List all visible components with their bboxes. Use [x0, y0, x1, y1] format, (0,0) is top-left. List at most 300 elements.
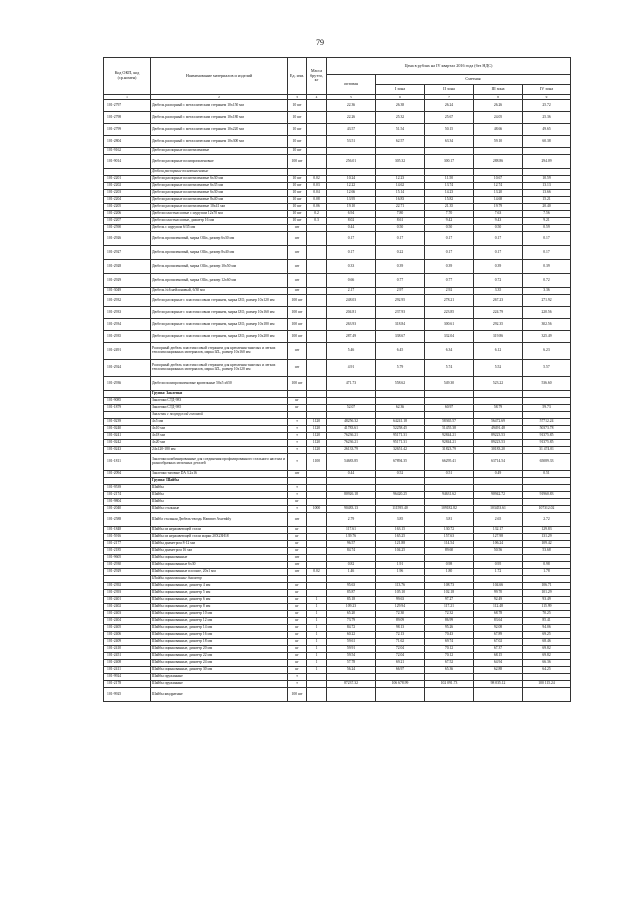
price-zone-1	[376, 576, 425, 583]
table-row	[104, 136, 571, 148]
table-row	[104, 625, 571, 632]
price-zone-2: 70.12	[425, 646, 474, 653]
item-name: Шайбы	[151, 499, 288, 506]
table-row	[104, 583, 571, 590]
item-mass	[307, 307, 327, 319]
item-unit: 10 шт	[288, 218, 307, 225]
price-zone-4: 31 474.01	[523, 447, 571, 454]
table-row	[104, 100, 571, 112]
item-name: Шайбы оцинкованные, диаметр 22 мм	[151, 653, 288, 660]
item-unit: т	[288, 485, 307, 492]
price-wholesale: 0.66	[327, 274, 376, 288]
item-name: Дюбели распорные полиэтиленовые 6х35 мм	[151, 183, 288, 190]
item-code: 101-2205	[104, 204, 151, 211]
item-name: Шайбы оцинкованные диаметр	[151, 576, 288, 583]
item-unit: кг	[288, 597, 307, 604]
item-unit: 100 шт	[288, 331, 307, 343]
price-zone-2: 86.99	[425, 618, 474, 625]
price-wholesale: 0.82	[327, 562, 376, 569]
price-zone-2	[425, 391, 474, 398]
price-zone-4: 271.92	[523, 295, 571, 307]
price-zone-4: 7.56	[523, 211, 571, 218]
item-mass	[307, 485, 327, 492]
table-row	[104, 183, 571, 190]
item-name: Дюбели полипропиленовые кровельные 50х5 х650	[151, 377, 288, 391]
table-row	[104, 112, 571, 124]
item-mass	[307, 412, 327, 419]
item-unit: 10 шт	[288, 100, 307, 112]
price-zone-3: 112.48	[474, 604, 523, 611]
item-mass	[307, 112, 327, 124]
page-number: 79	[316, 38, 324, 47]
price-zone-3: 523.22	[474, 377, 523, 391]
price-wholesale	[327, 478, 376, 485]
item-code: 101-2935	[104, 331, 151, 343]
item-code: 101-2174	[104, 492, 151, 499]
price-zone-4: 13.66	[523, 190, 571, 197]
item-code: 101-2206	[104, 211, 151, 218]
price-zone-3: 26.26	[474, 100, 523, 112]
item-code: 101-2408	[104, 660, 151, 667]
item-name: 4х5 мм	[151, 419, 288, 426]
price-wholesale	[327, 576, 376, 583]
item-mass	[307, 288, 327, 295]
item-code: 101-0243	[104, 447, 151, 454]
price-zone-2: 117.21	[425, 604, 474, 611]
table-row	[104, 611, 571, 618]
item-mass: 1000	[307, 506, 327, 513]
item-code	[104, 169, 151, 176]
item-unit: кг	[288, 653, 307, 660]
price-zone-3: 7.63	[474, 211, 523, 218]
price-zone-4: 0.17	[523, 246, 571, 260]
item-code: 101-2926	[104, 232, 151, 246]
price-zone-2: 15.82	[425, 197, 474, 204]
price-zone-1: 237.93	[376, 307, 425, 319]
item-name: Шайбы оцинкованные, диаметр 16 мм	[151, 632, 288, 639]
item-mass	[307, 331, 327, 343]
price-zone-2: 63.34	[425, 136, 474, 148]
item-code: 101-2177	[104, 541, 151, 548]
item-code: 101-1848	[104, 527, 151, 534]
price-zone-2: 31823.79	[425, 447, 474, 454]
price-zone-4: 294.09	[523, 155, 571, 169]
price-zone-3: 0.72	[474, 274, 523, 288]
price-zone-1: 95171.31	[376, 433, 425, 440]
column-index: 1	[104, 95, 151, 100]
price-wholesale: 0.44	[327, 225, 376, 232]
price-zone-1: 69.21	[376, 660, 425, 667]
price-wholesale: 0.17	[327, 232, 376, 246]
price-zone-4: 20.40	[523, 204, 571, 211]
price-wholesale: 10.24	[327, 176, 376, 183]
item-unit: шт	[288, 232, 307, 246]
price-wholesale: 2.79	[327, 513, 376, 527]
header-zone-2: II зона	[425, 85, 474, 95]
price-wholesale	[327, 391, 376, 398]
table-row	[104, 597, 571, 604]
item-code: 101-2185	[104, 548, 151, 555]
price-zone-4: 1.78	[523, 569, 571, 576]
price-wholesale: 65.20	[327, 611, 376, 618]
price-zone-1: 52258.45	[376, 426, 425, 433]
item-mass: 1120	[307, 440, 327, 447]
item-name: Шайбы оцинкованные, диаметр 10 мм	[151, 611, 288, 618]
price-zone-3: 64.94	[474, 660, 523, 667]
item-mass	[307, 590, 327, 597]
column-index: 4	[307, 95, 327, 100]
item-unit: кг	[288, 667, 307, 674]
item-mass: 1	[307, 625, 327, 632]
price-zone-3: 62.88	[474, 667, 523, 674]
price-zone-1: 338.67	[376, 331, 425, 343]
table-row	[104, 499, 571, 506]
item-code	[104, 478, 151, 485]
price-zone-4: 0.59	[523, 225, 571, 232]
item-unit	[288, 169, 307, 176]
item-mass: 1	[307, 597, 327, 604]
price-wholesale: 8.02	[327, 218, 376, 225]
table-row	[104, 360, 571, 377]
price-wholesale: 43.57	[327, 124, 376, 136]
item-code: 101-0241	[104, 433, 151, 440]
table-row	[104, 513, 571, 527]
price-zone-2: 3.81	[425, 513, 474, 527]
price-zone-3	[474, 485, 523, 492]
price-wholesale: 0.33	[327, 260, 376, 274]
price-zone-2: 223.85	[425, 307, 474, 319]
price-zone-3: 3.35	[474, 288, 523, 295]
price-wholesale	[327, 688, 376, 702]
item-unit: шт	[288, 246, 307, 260]
price-zone-4	[523, 485, 571, 492]
item-mass	[307, 471, 327, 478]
item-name: Заклепки с полукруглой головкой	[151, 412, 288, 419]
item-mass	[307, 681, 327, 688]
table-row	[104, 307, 571, 319]
price-zone-1	[376, 398, 425, 405]
item-code: 101-1879	[104, 405, 151, 412]
price-zone-1: 305.32	[376, 155, 425, 169]
price-zone-4: 302.56	[523, 319, 571, 331]
price-zone-3: 13.20	[474, 190, 523, 197]
price-zone-2: 9.42	[425, 218, 474, 225]
item-mass	[307, 405, 327, 412]
item-unit	[288, 576, 307, 583]
price-zone-4: 100 115.24	[523, 681, 571, 688]
price-zone-1: 89.09	[376, 618, 425, 625]
item-code	[104, 576, 151, 583]
price-zone-1: 98.13	[376, 625, 425, 632]
item-code: 101-0240	[104, 426, 151, 433]
price-zone-2: 70.43	[425, 632, 474, 639]
item-mass	[307, 295, 327, 307]
item-code: 101-9925	[104, 688, 151, 702]
column-index: 9	[523, 95, 571, 100]
item-unit: 10 шт	[288, 148, 307, 155]
price-wholesale	[327, 398, 376, 405]
price-zone-2: 300.61	[425, 319, 474, 331]
price-zone-2: 60.97	[425, 405, 474, 412]
item-mass	[307, 576, 327, 583]
item-unit: 10 шт	[288, 197, 307, 204]
price-zone-1	[376, 555, 425, 562]
price-zone-4: 70.25	[523, 611, 571, 618]
item-unit: 10 шт	[288, 112, 307, 124]
price-wholesale: 19.10	[327, 204, 376, 211]
item-mass	[307, 225, 327, 232]
item-name: Дюбели пластмассовые с шурупом 12х70 мм	[151, 211, 288, 218]
price-zone-1: 105.10	[376, 590, 425, 597]
price-wholesale: 96.57	[327, 541, 376, 548]
item-code: 101-2203	[104, 190, 151, 197]
price-zone-2: 1.80	[425, 569, 474, 576]
table-row	[104, 246, 571, 260]
price-zone-4: 49.65	[523, 124, 571, 136]
header-estimate: Сметная	[376, 75, 571, 85]
price-zone-4	[523, 688, 571, 702]
item-name: Дюбели распорные полиэтиленовые 6х30 мм	[151, 176, 288, 183]
item-unit: кг	[288, 660, 307, 667]
price-zone-2: 50.15	[425, 124, 474, 136]
item-unit: т	[288, 433, 307, 440]
item-unit: кг	[288, 618, 307, 625]
item-name: Шайбы оцинкованные, диаметр 30 мм	[151, 667, 288, 674]
item-code: 101-2933	[104, 307, 151, 319]
item-unit: 10 шт	[288, 176, 307, 183]
price-zone-4: 220.56	[523, 307, 571, 319]
price-zone-1: 14.62	[376, 183, 425, 190]
price-zone-1: 129.94	[376, 604, 425, 611]
price-zone-3: 58.79	[474, 405, 523, 412]
price-zone-1: 0.17	[376, 232, 425, 246]
item-code: 101-2178	[104, 681, 151, 688]
price-zone-1: 121.88	[376, 541, 425, 548]
item-code: 101-2404	[104, 618, 151, 625]
price-wholesale: 22.26	[327, 112, 376, 124]
price-zone-1: 51.54	[376, 124, 425, 136]
price-wholesale: 73.79	[327, 618, 376, 625]
price-wholesale: 139.76	[327, 534, 376, 541]
table-row	[104, 169, 571, 176]
item-mass: 1	[307, 639, 327, 646]
table-row	[104, 426, 571, 433]
price-table-container	[103, 57, 570, 702]
item-unit: т	[288, 506, 307, 513]
price-wholesale: 0.17	[327, 246, 376, 260]
table-row	[104, 569, 571, 576]
price-zone-2	[425, 148, 474, 155]
item-code: 101-2804	[104, 136, 151, 148]
price-zone-3: 59.10	[474, 136, 523, 148]
price-zone-3: 288.86	[474, 155, 523, 169]
item-mass: 1	[307, 604, 327, 611]
price-zone-1: 113.76	[376, 583, 425, 590]
item-name: Дюбели распорные полиэтиленовые 10х41 мм	[151, 204, 288, 211]
item-unit	[288, 391, 307, 398]
price-wholesale: 22.36	[327, 100, 376, 112]
price-zone-3	[474, 499, 523, 506]
price-zone-3: 67.37	[474, 646, 523, 653]
price-wholesale: 85.18	[327, 597, 376, 604]
item-unit: 100 шт	[288, 319, 307, 331]
price-zone-3: 90942.72	[474, 492, 523, 499]
item-unit: 10 шт	[288, 204, 307, 211]
price-zone-2: 6.34	[425, 343, 474, 360]
price-zone-4: 10.59	[523, 176, 571, 183]
item-code: 101-2410	[104, 646, 151, 653]
item-name: Шайба стальная Дюбель-гвоздь Hammer Assembly	[151, 513, 288, 527]
item-code: 101-2588	[104, 513, 151, 527]
item-mass	[307, 377, 327, 391]
price-zone-4: 25.36	[523, 112, 571, 124]
item-unit: кг	[288, 639, 307, 646]
table-row	[104, 124, 571, 136]
item-mass: 1120	[307, 447, 327, 454]
price-zone-1: 64241.18	[376, 419, 425, 426]
price-zone-1: 8.61	[376, 218, 425, 225]
price-zone-1: 72.04	[376, 653, 425, 660]
price-zone-4: 536.60	[523, 377, 571, 391]
item-name: Шайбы оцинкованные	[151, 555, 288, 562]
table-row	[104, 674, 571, 681]
price-zone-1: 5.79	[376, 360, 425, 377]
table-row	[104, 653, 571, 660]
header-zone-4: IV зона	[523, 85, 571, 95]
price-zone-1	[376, 688, 425, 702]
item-mass	[307, 155, 327, 169]
item-unit: кг	[288, 646, 307, 653]
price-zone-4: 6.23	[523, 343, 571, 360]
table-row	[104, 319, 571, 331]
column-index: 2	[151, 95, 288, 100]
item-code: 101-2929	[104, 274, 151, 288]
item-name: Дюбель пропиленовый, марка Ollix, размер 6х30 мм	[151, 232, 288, 246]
item-code: 101-2202	[104, 183, 151, 190]
item-code: 101-2392	[104, 583, 151, 590]
price-zone-2: 278.21	[425, 295, 474, 307]
item-code: 101-0239	[104, 419, 151, 426]
price-zone-1: 15.14	[376, 190, 425, 197]
item-name: Заклепки СТД-985	[151, 405, 288, 412]
item-code: 101-2927	[104, 246, 151, 260]
table-row	[104, 190, 571, 197]
table-row	[104, 478, 571, 485]
price-zone-4: 13.13	[523, 183, 571, 190]
table-row	[104, 555, 571, 562]
item-unit: шт	[288, 562, 307, 569]
item-name: Шайбы пружинные	[151, 681, 288, 688]
price-zone-2: 94631.62	[425, 492, 474, 499]
table-row	[104, 541, 571, 548]
item-code: 101-2924	[104, 360, 151, 377]
item-unit: кг	[288, 398, 307, 405]
price-zone-3: 92.08	[474, 625, 523, 632]
price-zone-2: 0.98	[425, 562, 474, 569]
price-zone-2: 0.17	[425, 246, 474, 260]
item-unit: 100 шт	[288, 377, 307, 391]
item-mass	[307, 492, 327, 499]
price-zone-4: 91375.85	[523, 433, 571, 440]
item-code: 101-9085	[104, 398, 151, 405]
price-wholesale: 59.91	[327, 646, 376, 653]
item-code: 101-2401	[104, 597, 151, 604]
price-zone-2: 0.77	[425, 274, 474, 288]
price-zone-2: 300.17	[425, 155, 474, 169]
price-zone-1: 0.22	[376, 246, 425, 260]
item-name: Шайбы оцинкованные 6х30	[151, 562, 288, 569]
column-index: 7	[425, 95, 474, 100]
item-name: Шайбы оцинкованные, диаметр 8 мм	[151, 604, 288, 611]
price-zone-1	[376, 499, 425, 506]
item-name: Шайбы	[151, 492, 288, 499]
price-wholesale: 0.44	[327, 471, 376, 478]
item-code: 101-2204	[104, 197, 151, 204]
price-zone-1: 0.50	[376, 225, 425, 232]
price-table	[103, 57, 571, 702]
table-row	[104, 576, 571, 583]
price-zone-2: 108.73	[425, 583, 474, 590]
item-name: Шайбы оцинкованные, диаметр 4 мм	[151, 583, 288, 590]
price-zone-4: 53.68	[523, 548, 571, 555]
item-mass	[307, 148, 327, 155]
price-zone-2: 14.23	[425, 190, 474, 197]
item-mass	[307, 499, 327, 506]
table-row	[104, 562, 571, 569]
item-unit: 10 шт	[288, 136, 307, 148]
item-name: Шайбы оцинкованные, диаметр 20 мм	[151, 646, 288, 653]
table-row	[104, 343, 571, 360]
price-zone-4: 68.46	[523, 639, 571, 646]
price-zone-4: 3.36	[523, 288, 571, 295]
column-index: 8	[474, 95, 523, 100]
header-zone-3: III зона	[474, 85, 523, 95]
item-mass	[307, 478, 327, 485]
item-name: Шайбы оцинкованные плоские, 20х1 мм	[151, 569, 288, 576]
price-zone-4: 69.25	[523, 632, 571, 639]
price-zone-3: 48.66	[474, 124, 523, 136]
item-name: Дюбель распорный с металлическим стержнем 10х220 мм	[151, 124, 288, 136]
price-zone-2: 0.39	[425, 260, 474, 274]
price-zone-3: 127.98	[474, 534, 523, 541]
price-zone-3	[474, 148, 523, 155]
price-zone-1: 66.97	[376, 667, 425, 674]
item-code	[104, 412, 151, 419]
item-mass	[307, 688, 327, 702]
item-mass	[307, 562, 327, 569]
price-zone-1: 32651.42	[376, 447, 425, 454]
item-mass	[307, 534, 327, 541]
table-row	[104, 398, 571, 405]
price-zone-4: 25.72	[523, 100, 571, 112]
item-unit	[288, 412, 307, 419]
price-zone-3: 0.49	[474, 471, 523, 478]
price-zone-4: 2.72	[523, 513, 571, 527]
price-zone-1: 96420.25	[376, 492, 425, 499]
price-wholesale: 41783.61	[327, 426, 376, 433]
price-wholesale	[327, 485, 376, 492]
price-zone-4: 60.38	[523, 136, 571, 148]
price-zone-4: 0.72	[523, 274, 571, 288]
table-row	[104, 412, 571, 419]
price-zone-1: 0.39	[376, 260, 425, 274]
price-zone-3	[474, 688, 523, 702]
price-zone-3: 2.65	[474, 513, 523, 527]
price-zone-2: 2.92	[425, 288, 474, 295]
price-zone-3	[474, 169, 523, 176]
item-unit: 100 шт	[288, 295, 307, 307]
item-code: 101-2799	[104, 124, 151, 136]
